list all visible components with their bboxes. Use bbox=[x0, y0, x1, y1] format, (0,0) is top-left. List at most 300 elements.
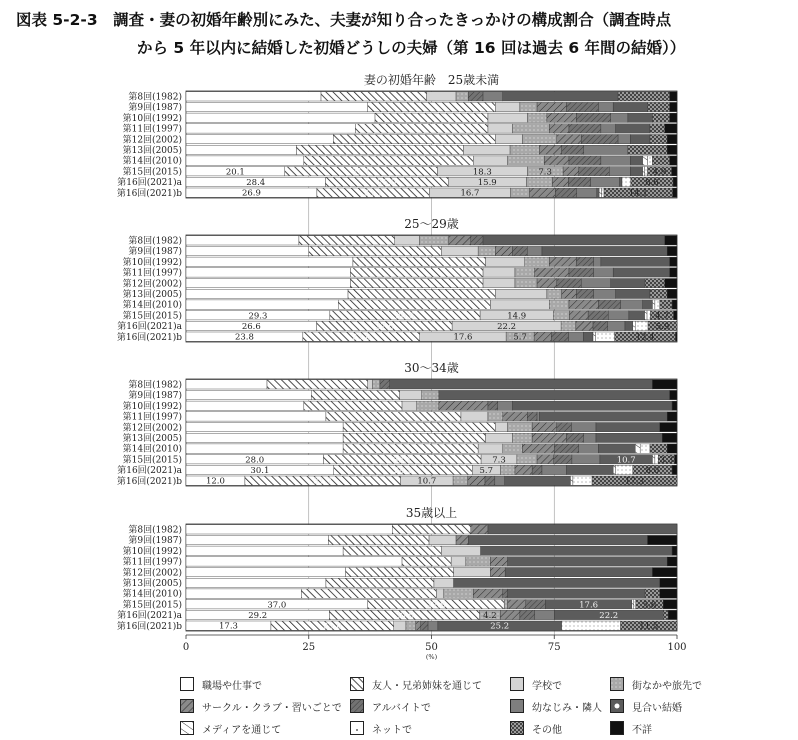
x-tick-label: 50 bbox=[425, 642, 438, 653]
bar-segment bbox=[504, 600, 507, 609]
row-label: 第10回(1992) bbox=[122, 401, 182, 412]
bar-segment bbox=[571, 423, 596, 432]
bar-segment bbox=[296, 145, 463, 154]
bar-segment bbox=[667, 135, 677, 144]
bar-segment bbox=[427, 92, 456, 101]
bar-segment bbox=[549, 257, 576, 266]
bar-segment bbox=[569, 300, 598, 309]
data-label: 27.8 bbox=[426, 600, 446, 611]
bar-segment bbox=[326, 412, 461, 421]
bar-segment bbox=[510, 145, 539, 154]
bar-segment bbox=[186, 589, 301, 598]
bar-segment bbox=[620, 177, 622, 186]
bar-segment bbox=[500, 465, 515, 474]
bar-segment bbox=[299, 236, 395, 245]
bar-segment bbox=[570, 476, 572, 485]
bar-segment bbox=[630, 156, 642, 165]
row-label: 第16回(2021)a bbox=[117, 466, 182, 477]
row-label: 第8回(1982) bbox=[128, 380, 182, 391]
bar-segment bbox=[454, 568, 491, 577]
bar-segment bbox=[517, 455, 537, 464]
bar-segment bbox=[663, 600, 677, 609]
row-label: 第16回(2021)a bbox=[117, 322, 182, 333]
row-label: 第13回(2005) bbox=[122, 434, 182, 444]
bar-segment bbox=[629, 311, 645, 320]
data-label: 16.7 bbox=[460, 188, 480, 199]
row-label: 第15回(2015) bbox=[122, 167, 182, 178]
row-label: 第14回(2010) bbox=[122, 300, 182, 311]
data-label: 17.6 bbox=[579, 600, 599, 611]
bar-segment bbox=[537, 455, 554, 464]
bar-segment bbox=[530, 188, 556, 197]
bar-segment bbox=[186, 525, 392, 534]
bar-segment bbox=[555, 188, 576, 197]
bar-segment bbox=[333, 135, 495, 144]
bar-segment bbox=[468, 535, 647, 544]
data-label: 26.6 bbox=[241, 322, 261, 332]
bar-segment bbox=[186, 257, 353, 266]
bar-segment bbox=[632, 600, 634, 609]
bar-segment bbox=[670, 390, 677, 399]
bar-segment bbox=[569, 311, 588, 320]
x-tick-label: 100 bbox=[667, 642, 687, 653]
bar-segment bbox=[599, 188, 601, 197]
bar-segment bbox=[348, 289, 495, 298]
bar-segment bbox=[395, 236, 420, 245]
panel-4 bbox=[117, 505, 677, 632]
bar-segment bbox=[665, 279, 677, 288]
bar-segment bbox=[488, 401, 498, 410]
bar-segment bbox=[645, 589, 660, 598]
bar-segment bbox=[488, 412, 503, 421]
bar-segment bbox=[576, 321, 593, 330]
row-label: 第8回(1982) bbox=[128, 525, 182, 536]
legend-swatch bbox=[180, 721, 194, 735]
bar-segment bbox=[478, 246, 495, 255]
bar-segment bbox=[186, 102, 368, 111]
chart-legend bbox=[180, 676, 740, 740]
data-label: 17.6 bbox=[453, 332, 473, 343]
bar-segment bbox=[670, 156, 677, 165]
bar-segment bbox=[500, 610, 520, 619]
data-label: 29.2 bbox=[248, 611, 268, 621]
bar-segment bbox=[513, 246, 528, 255]
bar-segment bbox=[508, 557, 668, 566]
bar-segment bbox=[186, 145, 296, 154]
data-label: 28.4 bbox=[246, 178, 266, 188]
bar-segment bbox=[380, 380, 390, 389]
bar-segment bbox=[594, 268, 614, 277]
row-label: 第14回(2010) bbox=[122, 589, 182, 600]
legend-item bbox=[610, 720, 652, 736]
bar-segment bbox=[645, 167, 648, 176]
bar-segment bbox=[562, 621, 621, 630]
row-label: 第13回(2005) bbox=[122, 579, 182, 589]
bar-segment bbox=[483, 236, 665, 245]
bar-segment bbox=[616, 124, 650, 133]
bar-segment bbox=[549, 300, 569, 309]
bar-segment bbox=[186, 390, 311, 399]
bar-segment bbox=[373, 380, 380, 389]
bar-segment bbox=[584, 433, 596, 442]
bar-segment bbox=[186, 156, 304, 165]
panel-title: 25～29歳 bbox=[404, 217, 459, 231]
bar-segment bbox=[540, 145, 562, 154]
bar-segment bbox=[304, 401, 402, 410]
bar-segment bbox=[429, 535, 456, 544]
figure-title-line1: 図表 5-2-3 調査・妻の初婚年齢別にみた、夫妻が知り合ったきっかけの構成割合（調査時点 bbox=[16, 11, 672, 29]
bar-segment bbox=[439, 390, 670, 399]
bar-segment bbox=[471, 236, 483, 245]
row-label: 第10回(1992) bbox=[122, 113, 182, 124]
bar-segment bbox=[652, 568, 677, 577]
bar-segment bbox=[186, 289, 348, 298]
bar-segment bbox=[186, 578, 326, 587]
bar-segment bbox=[547, 289, 562, 298]
bar-segment bbox=[488, 525, 677, 534]
bar-segment bbox=[490, 568, 505, 577]
bar-segment bbox=[267, 380, 368, 389]
bar-segment bbox=[670, 113, 677, 122]
data-label: 22.2 bbox=[497, 322, 517, 332]
bar-segment bbox=[186, 135, 333, 144]
bar-segment bbox=[483, 279, 515, 288]
bar-segment bbox=[609, 167, 630, 176]
bar-segment bbox=[513, 124, 550, 133]
bar-segment bbox=[416, 621, 421, 630]
bar-segment bbox=[652, 300, 654, 309]
legend-item bbox=[610, 698, 682, 714]
bar-segment bbox=[675, 455, 677, 464]
legend-swatch bbox=[510, 677, 524, 691]
bar-segment bbox=[611, 113, 628, 122]
row-label: 第8回(1982) bbox=[128, 236, 182, 247]
bar-segment bbox=[419, 236, 448, 245]
bar-segment bbox=[579, 167, 609, 176]
bar-segment bbox=[483, 268, 515, 277]
bar-segment bbox=[186, 401, 304, 410]
bar-segment bbox=[662, 433, 677, 442]
bar-segment bbox=[672, 546, 677, 555]
legend-item bbox=[610, 676, 702, 692]
bar-segment bbox=[503, 412, 528, 421]
bar-segment bbox=[463, 145, 510, 154]
bar-segment bbox=[672, 465, 677, 474]
bar-segment bbox=[648, 156, 653, 165]
panel-1 bbox=[117, 72, 677, 199]
bar-segment bbox=[449, 236, 471, 245]
bar-segment bbox=[554, 444, 579, 453]
row-label: 第11回(1997) bbox=[122, 412, 182, 423]
row-label: 第9回(1987) bbox=[128, 536, 182, 547]
bar-segment bbox=[535, 610, 555, 619]
bar-segment bbox=[473, 589, 502, 598]
bar-segment bbox=[422, 390, 439, 399]
bar-segment bbox=[608, 321, 625, 330]
bar-segment bbox=[532, 423, 557, 432]
bar-segment bbox=[537, 102, 566, 111]
data-label: 17.3 bbox=[625, 476, 644, 487]
bar-segment bbox=[667, 444, 677, 453]
bar-segment bbox=[417, 401, 439, 410]
bar-segment bbox=[520, 102, 537, 111]
bar-segment bbox=[486, 433, 513, 442]
legend-swatch bbox=[180, 677, 194, 691]
row-label: 第16回(2021)a bbox=[117, 178, 182, 189]
bar-segment bbox=[527, 412, 537, 421]
bar-segment bbox=[503, 589, 508, 598]
bar-segment bbox=[667, 412, 677, 421]
bar-segment bbox=[520, 610, 535, 619]
bar-segment bbox=[674, 311, 677, 320]
row-label: 第11回(1997) bbox=[122, 557, 182, 568]
bar-segment bbox=[547, 113, 576, 122]
bar-segment bbox=[665, 124, 677, 133]
bar-segment bbox=[186, 535, 328, 544]
legend-swatch bbox=[350, 699, 364, 713]
data-label: 37.0 bbox=[267, 600, 287, 611]
legend-swatch bbox=[350, 677, 364, 691]
bar-segment bbox=[355, 124, 488, 133]
bar-segment bbox=[490, 300, 549, 309]
bar-segment bbox=[468, 92, 483, 101]
row-label: 第15回(2015) bbox=[122, 600, 182, 611]
bar-segment bbox=[640, 444, 650, 453]
bar-segment bbox=[353, 257, 486, 266]
bar-segment bbox=[503, 444, 523, 453]
row-label: 第9回(1987) bbox=[128, 247, 182, 258]
bar-segment bbox=[486, 257, 525, 266]
legend-label: サークル・クラブ・習いごとで bbox=[202, 702, 342, 714]
panel-title: 30～34歳 bbox=[404, 361, 459, 375]
bar-segment bbox=[186, 236, 299, 245]
bar-segment bbox=[428, 621, 438, 630]
bar-segment bbox=[670, 92, 677, 101]
bar-segment bbox=[515, 268, 535, 277]
bar-segment bbox=[321, 92, 427, 101]
data-label: 17.3 bbox=[219, 621, 238, 632]
row-label: 第9回(1987) bbox=[128, 103, 182, 114]
x-tick-label: 75 bbox=[547, 642, 561, 653]
bar-segment bbox=[485, 476, 495, 485]
bar-segment bbox=[304, 156, 473, 165]
row-label: 第10回(1992) bbox=[122, 546, 182, 557]
bar-segment bbox=[581, 135, 618, 144]
legend-swatch bbox=[610, 677, 624, 691]
data-label: 32.1 bbox=[392, 455, 412, 466]
bar-segment bbox=[495, 246, 512, 255]
bar-segment bbox=[456, 92, 468, 101]
bar-segment bbox=[421, 621, 428, 630]
bar-segment bbox=[596, 433, 662, 442]
data-label: 7.3 bbox=[538, 167, 552, 178]
bar-segment bbox=[513, 433, 533, 442]
bar-segment bbox=[508, 600, 526, 609]
bar-segment bbox=[673, 188, 677, 197]
bar-segment bbox=[400, 390, 422, 399]
bar-segment bbox=[311, 390, 399, 399]
legend-label: 街なかや旅先で bbox=[632, 680, 702, 692]
bar-segment bbox=[508, 589, 645, 598]
bar-segment bbox=[568, 177, 590, 186]
bar-segment bbox=[553, 311, 569, 320]
data-label: 10.7 bbox=[417, 476, 437, 487]
bar-segment bbox=[343, 546, 441, 555]
bar-segment bbox=[328, 535, 429, 544]
bar-segment bbox=[350, 279, 483, 288]
bar-segment bbox=[551, 332, 568, 341]
bar-segment bbox=[488, 124, 513, 133]
bar-segment bbox=[567, 465, 614, 474]
bar-segment bbox=[655, 300, 660, 309]
bar-segment bbox=[481, 546, 672, 555]
bar-segment bbox=[552, 177, 568, 186]
bar-segment bbox=[526, 177, 552, 186]
bar-segment bbox=[643, 156, 648, 165]
panel-title: 妻の初婚年齢 25歳未満 bbox=[363, 73, 500, 87]
bar-segment bbox=[495, 102, 520, 111]
bar-segment bbox=[466, 557, 491, 566]
bar-segment bbox=[670, 102, 677, 111]
bar-segment bbox=[186, 423, 343, 432]
bar-segment bbox=[495, 289, 547, 298]
bar-segment bbox=[301, 589, 436, 598]
bar-segment bbox=[572, 455, 600, 464]
data-label: 10.7 bbox=[616, 455, 636, 466]
bar-segment bbox=[441, 246, 478, 255]
bar-segment bbox=[611, 279, 645, 288]
bar-segment bbox=[601, 257, 670, 266]
legend-item bbox=[350, 676, 482, 692]
bar-segment bbox=[655, 455, 658, 464]
bar-segment bbox=[594, 257, 601, 266]
bar-segment bbox=[368, 380, 373, 389]
bar-segment bbox=[621, 300, 643, 309]
bar-segment bbox=[451, 557, 466, 566]
bar-segment bbox=[569, 156, 601, 165]
legend-label: ネットで bbox=[372, 724, 412, 736]
bar-segment bbox=[645, 311, 647, 320]
bar-segment bbox=[643, 300, 653, 309]
bar-segment bbox=[515, 465, 532, 474]
data-label: 8.0 bbox=[645, 466, 660, 476]
data-label: 18.3 bbox=[472, 167, 492, 178]
bar-segment bbox=[186, 557, 402, 566]
bar-segment bbox=[508, 423, 533, 432]
bar-segment bbox=[562, 145, 584, 154]
data-label: 23.1 bbox=[363, 188, 383, 199]
row-label: 第13回(2005) bbox=[122, 290, 182, 300]
bar-segment bbox=[667, 289, 677, 298]
bar-segment bbox=[346, 568, 454, 577]
bar-segment bbox=[527, 113, 547, 122]
bar-segment bbox=[444, 589, 473, 598]
bar-segment bbox=[503, 92, 618, 101]
bar-segment bbox=[309, 246, 442, 255]
bar-segment bbox=[576, 289, 593, 298]
bar-segment bbox=[186, 124, 355, 133]
bar-segment bbox=[643, 167, 645, 176]
row-label: 第12回(2002) bbox=[122, 423, 182, 434]
bar-segment bbox=[672, 167, 677, 176]
data-label: 22.2 bbox=[599, 611, 619, 621]
bar-segment bbox=[602, 188, 604, 197]
bar-segment bbox=[525, 257, 550, 266]
data-label: 14.1 bbox=[628, 188, 648, 199]
bar-segment bbox=[468, 476, 485, 485]
bar-segment bbox=[660, 589, 677, 598]
bar-segment bbox=[660, 423, 677, 432]
bar-segment bbox=[186, 300, 338, 309]
bar-segment bbox=[471, 525, 488, 534]
bar-segment bbox=[672, 300, 677, 309]
bar-segment bbox=[490, 557, 507, 566]
bar-segment bbox=[441, 546, 480, 555]
bar-segment bbox=[584, 145, 628, 154]
bar-segment bbox=[613, 102, 647, 111]
bar-segment bbox=[453, 476, 468, 485]
bar-segment bbox=[577, 188, 597, 197]
bar-segment bbox=[350, 268, 483, 277]
bar-segment bbox=[563, 167, 579, 176]
bar-segment bbox=[652, 380, 677, 389]
bar-segment bbox=[613, 268, 669, 277]
bar-segment bbox=[186, 92, 321, 101]
bar-segment bbox=[456, 535, 468, 544]
bar-segment bbox=[343, 433, 485, 442]
bar-segment bbox=[554, 455, 572, 464]
bar-segment bbox=[562, 289, 577, 298]
bar-segment bbox=[532, 433, 566, 442]
bar-segment bbox=[667, 145, 677, 154]
bar-segment bbox=[406, 621, 416, 630]
bar-segment bbox=[591, 177, 620, 186]
row-label: 第14回(2010) bbox=[122, 444, 182, 455]
bar-segment bbox=[601, 156, 630, 165]
bar-segment bbox=[616, 289, 650, 298]
legend-swatch bbox=[610, 721, 624, 735]
bar-segment bbox=[495, 135, 522, 144]
bar-segment bbox=[567, 433, 584, 442]
bar-segment bbox=[505, 476, 571, 485]
legend-label: 学校で bbox=[532, 680, 562, 692]
data-label: 29.3 bbox=[248, 311, 268, 322]
panel-2 bbox=[117, 216, 677, 343]
row-label: 第15回(2015) bbox=[122, 455, 182, 466]
legend-swatch bbox=[350, 721, 364, 735]
bar-segment bbox=[648, 535, 677, 544]
data-label: 4.9 bbox=[652, 167, 667, 178]
bar-segment bbox=[630, 135, 650, 144]
bar-segment bbox=[537, 279, 557, 288]
bar-segment bbox=[652, 455, 654, 464]
bar-segment bbox=[650, 124, 665, 133]
data-label: 7.3 bbox=[492, 455, 506, 466]
row-label: 第16回(2021)b bbox=[116, 621, 182, 632]
data-label: 26.9 bbox=[241, 188, 261, 199]
data-label: 30.1 bbox=[250, 466, 270, 476]
legend-swatch bbox=[180, 699, 194, 713]
bar-segment bbox=[488, 113, 527, 122]
data-label: 28.2 bbox=[393, 466, 413, 476]
data-label: 27.6 bbox=[374, 322, 394, 332]
bar-segment bbox=[598, 300, 620, 309]
legend-label: 職場や仕事で bbox=[202, 680, 262, 692]
data-label: 15.9 bbox=[477, 178, 497, 188]
bar-segment bbox=[495, 423, 507, 432]
bar-segment bbox=[544, 156, 569, 165]
bar-segment bbox=[665, 236, 677, 245]
